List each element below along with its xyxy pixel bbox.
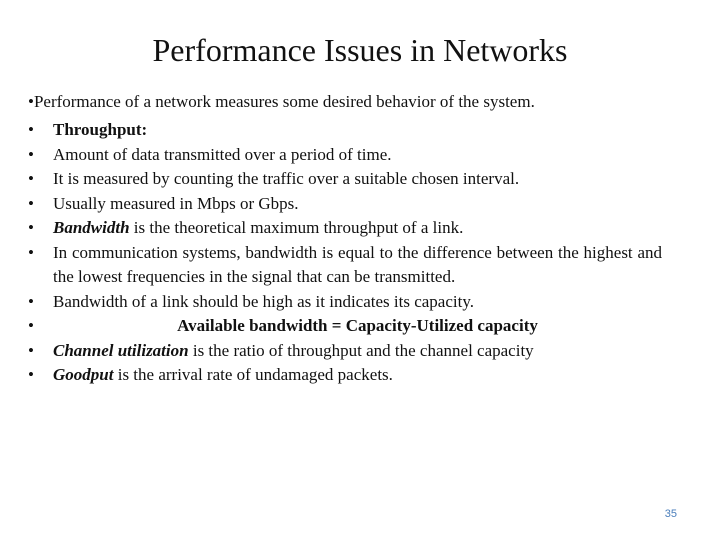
bullet-dot: • bbox=[28, 242, 34, 262]
slide-title: Performance Issues in Networks bbox=[152, 32, 568, 68]
bullet-list bbox=[28, 118, 662, 388]
bullet-item-available-bandwidth bbox=[28, 314, 662, 339]
bullet-term: Channel utilization bbox=[53, 340, 189, 360]
bullet-dot: • bbox=[28, 340, 34, 360]
bullet-dot: • bbox=[28, 193, 34, 213]
bullet-text: Amount of data transmitted over a period of time. bbox=[53, 144, 392, 164]
bullet-text: In communication systems, bandwidth is equal to the difference between the highest and the lowest frequencies in the signal that can be transmitted. bbox=[53, 242, 662, 286]
bullet-text: Throughput: bbox=[53, 120, 148, 139]
bullet-item-throughput-definition bbox=[28, 143, 662, 168]
bullet-item-units bbox=[28, 192, 662, 217]
bullet-text: It is measured by counting the traffic over a suitable chosen interval. bbox=[53, 169, 520, 188]
page-number: 35 bbox=[664, 508, 677, 520]
bullet-text: is the arrival rate of undamaged packets. bbox=[113, 365, 393, 384]
intro-text: Performance of a network measures some desired behavior of the system. bbox=[33, 92, 535, 111]
formula-text: Available bandwidth = Capacity-Utilized capacity bbox=[177, 316, 538, 335]
bullet-dot: • bbox=[28, 218, 34, 237]
bullet-dot: • bbox=[28, 291, 34, 311]
bullet-dot: • bbox=[28, 169, 34, 188]
bullet-term: Goodput bbox=[53, 365, 114, 384]
bullet-item-throughput-measurement bbox=[28, 167, 662, 192]
bullet-term: Bandwidth bbox=[53, 218, 130, 237]
bullet-dot: • bbox=[28, 365, 34, 384]
bullet-text: is the ratio of throughput and the channel capacity bbox=[188, 340, 534, 360]
bullet-text: Usually measured in Mbps or Gbps. bbox=[53, 193, 299, 213]
bullet-item-bandwidth-capacity bbox=[28, 290, 662, 315]
bullet-dot: • bbox=[28, 92, 34, 111]
bullet-item-bandwidth-frequencies bbox=[28, 241, 662, 290]
bullet-text: is the theoretical maximum throughput of a link. bbox=[129, 218, 464, 237]
bullet-text: Bandwidth of a link should be high as it indicates its capacity. bbox=[53, 291, 474, 311]
bullet-dot: • bbox=[28, 316, 34, 335]
intro-line bbox=[28, 91, 535, 113]
bullet-dot: • bbox=[28, 144, 34, 164]
bullet-dot: • bbox=[28, 120, 34, 139]
bullet-item-throughput bbox=[28, 118, 662, 143]
bullet-item-bandwidth bbox=[28, 216, 662, 241]
bullet-item-channel-utilization bbox=[28, 339, 662, 364]
bullet-item-goodput bbox=[28, 363, 662, 388]
